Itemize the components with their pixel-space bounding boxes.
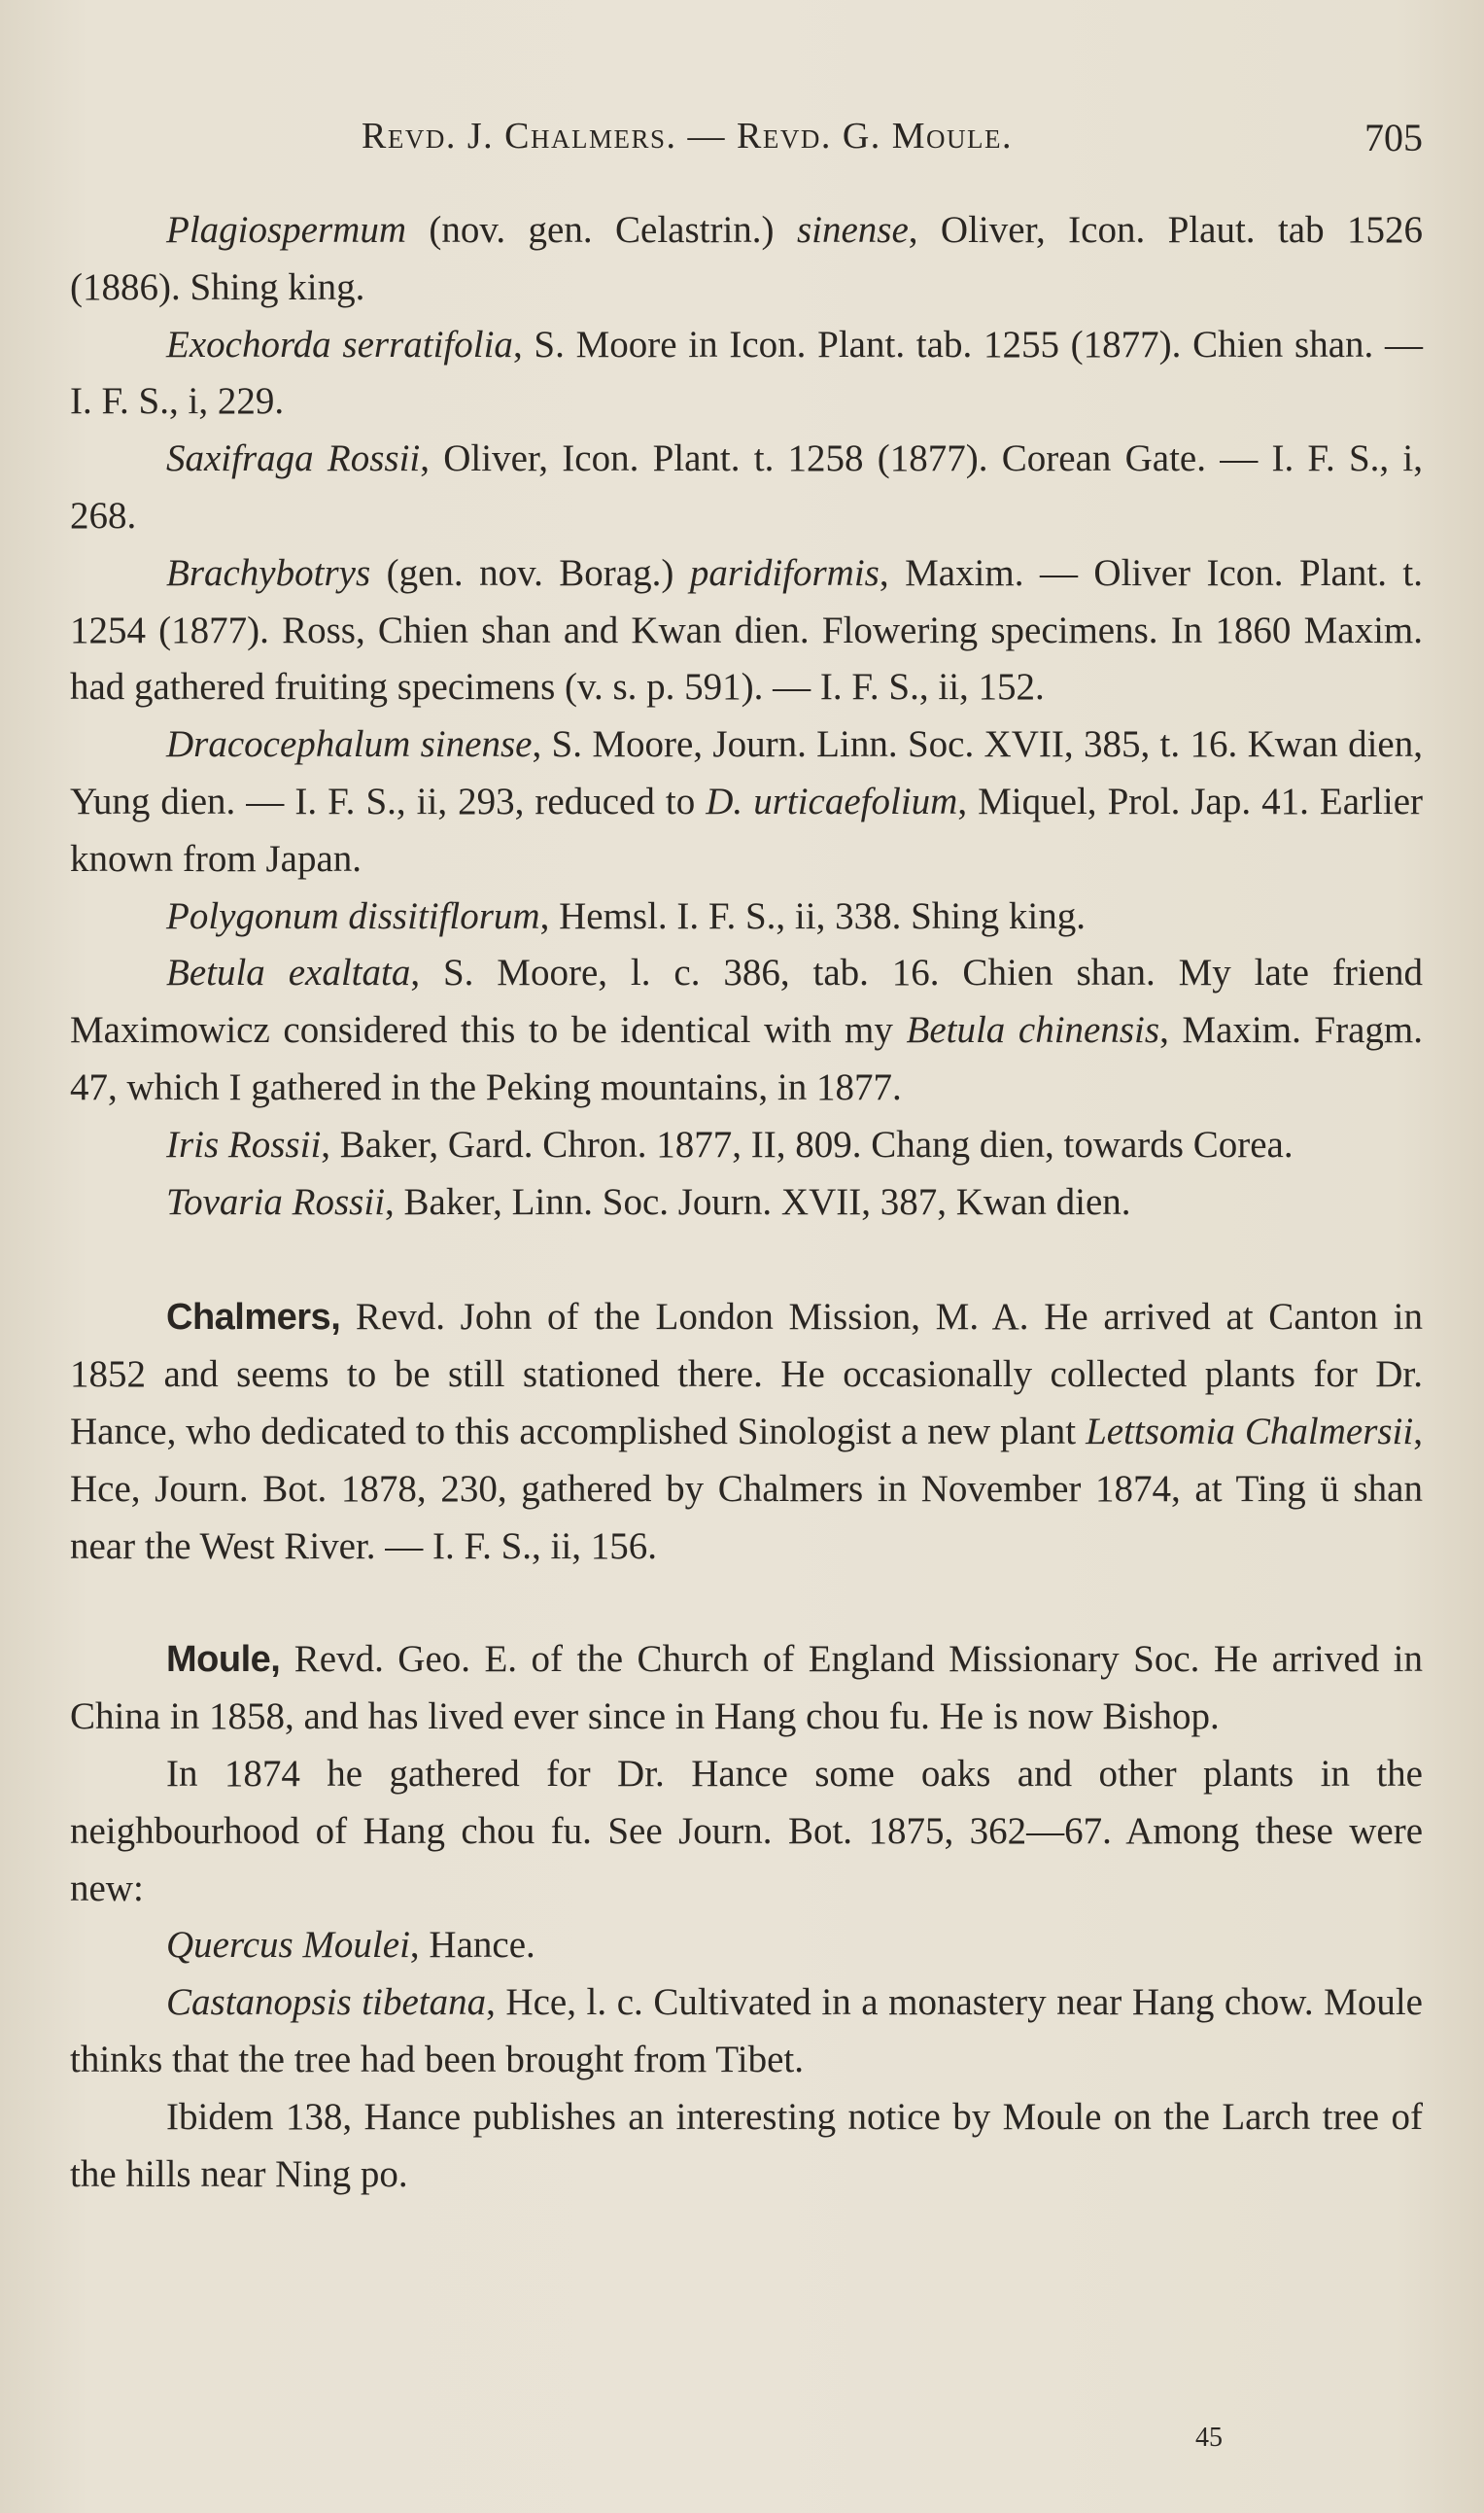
species-epithet: paridiformis — [689, 551, 880, 594]
species-synonym: Betula chinensis — [906, 1009, 1160, 1052]
entry-text: (nov. gen. Celastrin.) — [406, 209, 797, 251]
sheet-signature: 45 — [1195, 2423, 1223, 2453]
moule-paragraph-larch: Ibidem 138, Hance publishes an interesting notice by Moule on the Larch tree of the hills near Ning po. — [70, 2095, 1423, 2195]
bio-text: Revd. Geo. E. of the Church of England Missionary Soc. He arrived in China in 1858, and has lived ever since in Hang chou fu. He is now Bishop. — [70, 1638, 1423, 1738]
entry-text: (gen. nov. Borag.) — [370, 551, 690, 594]
species-entry-iris — [70, 1117, 1423, 1174]
species-name: Exochorda serratifolia — [166, 323, 513, 366]
species-entry-brachybotrys — [70, 545, 1423, 716]
entry-text: , Oliver, Icon. Plant. t. 1258 (1877). Corean Gate. — I. F. S., i, 268. — [70, 437, 1423, 537]
biography-moule — [70, 1631, 1423, 1746]
species-name: Iris Rossii — [166, 1123, 322, 1166]
species-entry-castanopsis — [70, 1974, 1423, 2089]
species-name: Castanopsis tibetana — [166, 1981, 487, 2024]
page-body — [70, 202, 1423, 2203]
species-entry-dracocephalum — [70, 716, 1423, 888]
species-name: Plagiospermum — [166, 209, 406, 251]
species-entry-saxifraga — [70, 431, 1423, 545]
entry-text: , Baker, Gard. Chron. 1877, II, 809. Chang dien, towards Corea. — [321, 1123, 1294, 1166]
entry-text: , Maxim. Fragm. 47, which I gathered in the Peking mountains, in 1877. — [70, 1009, 1424, 1108]
collector-name: Chalmers, — [166, 1297, 341, 1339]
entry-text: , S. Moore in Icon. Plant. tab. 1255 (1877). Chien shan. — I. F. S., i, 229. — [70, 323, 1423, 423]
collector-name: Moule, — [166, 1639, 281, 1681]
page-header — [70, 115, 1423, 173]
page-number: 705 — [1364, 116, 1423, 159]
species-name: Polygonum dissitiflorum — [166, 894, 540, 937]
moule-paragraph-collection: In 1874 he gathered for Dr. Hance some oaks and other plants in the neighbourhood of Hang chou fu. See Journ. Bot. 1875, 362—67. Among these were new: — [70, 1752, 1423, 1909]
entry-text: , S. Moore, Journ. Linn. Soc. XVII, 385, t. 16. Kwan dien, Yung dien. — I. F. S., ii, 293, reduced to — [70, 723, 1423, 822]
species-name: Lettsomia Chalmersii — [1086, 1410, 1414, 1452]
species-name: Betula exaltata — [166, 952, 411, 995]
entry-text: , Oliver, Icon. Plaut. tab 1526 (1886). Shing king. — [70, 209, 1423, 308]
species-entry-betula — [70, 945, 1423, 1116]
entry-text: , Hce, l. c. Cultivated in a monastery near Hang chow. Moule thinks that the tree had been brought from Tibet. — [70, 1981, 1423, 2080]
species-name: Tovaria Rossii — [166, 1180, 386, 1223]
biography-chalmers — [70, 1289, 1423, 1575]
entry-text: , S. Moore, l. c. 386, tab. 16. Chien shan. My late friend Maximowicz considered this to be identical with my — [70, 952, 1423, 1052]
bio-text: , Hce, Journ. Bot. 1878, 230, gathered by Chalmers in November 1874, at Ting ü shan near the West River. — I. F. S., ii, 156. — [70, 1410, 1423, 1567]
entry-text: , Hance. — [409, 1924, 535, 1967]
running-head: Revd. J. Chalmers. — Revd. G. Moule. — [362, 116, 1014, 157]
species-synonym: D. urticaefolium — [706, 780, 958, 822]
species-name: Saxifraga Rossii — [166, 437, 421, 480]
species-entry-quercus — [70, 1917, 1423, 1974]
species-entry-tovaria — [70, 1174, 1423, 1232]
entry-text: , Miquel, Prol. Jap. 41. Earlier known from Japan. — [70, 780, 1424, 880]
species-name: Quercus Moulei — [166, 1924, 410, 1967]
species-entry-polygonum — [70, 889, 1423, 946]
entry-text: , Maxim. — Oliver Icon. Plant. t. 1254 (1877). Ross, Chien shan and Kwan dien. Flowering specimens. In 1860 Maxim. had gathered fruiting specimens (v. s. p. 591). — I. F. S., ii, 152. — [70, 551, 1423, 709]
species-name: Brachybotrys — [166, 551, 371, 594]
entry-text: , Baker, Linn. Soc. Journ. XVII, 387, Kwan dien. — [385, 1180, 1131, 1223]
species-entry-exochorda — [70, 317, 1423, 432]
entry-text: , Hemsl. I. F. S., ii, 338. Shing king. — [539, 894, 1086, 937]
bio-text: Revd. John of the London Mission, M. A. He arrived at Canton in 1852 and seems to be still stationed there. He occasionally collected plants for Dr. Hance, who dedicated to this accomplished Sinologist a new plant — [70, 1296, 1423, 1452]
species-epithet: sinense — [796, 209, 909, 251]
species-name: Dracocephalum sinense — [166, 723, 533, 766]
species-entry-plagiospermum — [70, 202, 1423, 317]
